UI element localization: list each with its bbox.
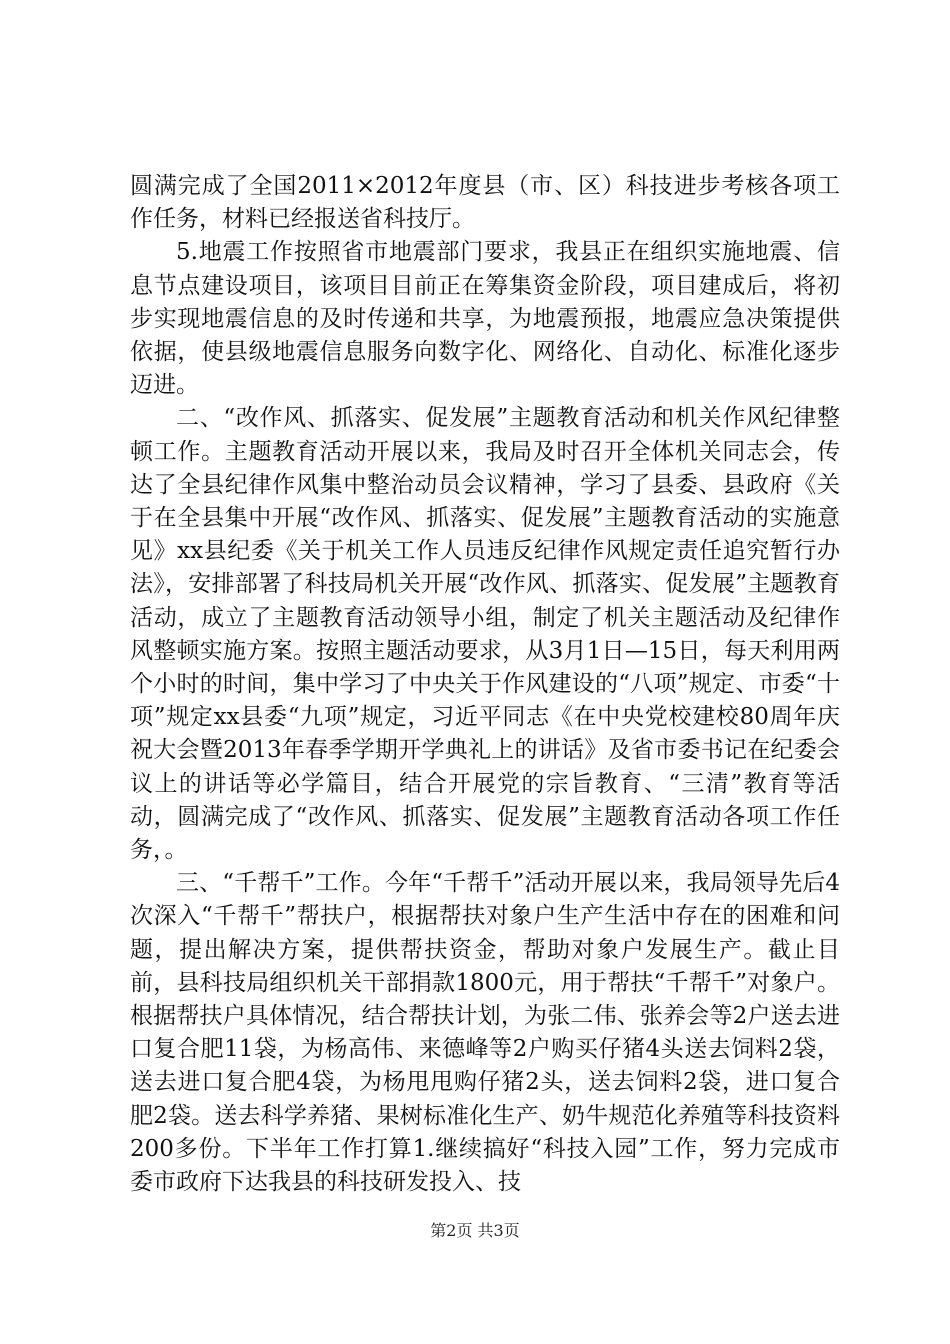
paragraph-section-two: 二、“改作风、抓落实、促发展”主题教育活动和机关作风纪律整顿工作。主题教育活动开展以来，我局及时召开全体机关同志会，传达了全县纪律作风集中整治动员会议精神，学习了县委、县政府《关于在全县集中开展“改作风、抓落实、促发展”主题教育活动的实施意见》xx县纪委《关于机关工作人员违反纪律作风规定责任追究暂行办法》，安排部署了科技局机关开展“改作风、抓落实、促发展”主题教育活动，成立了主题教育活动领导小组，制定了机关主题活动及纪律作风整顿实施方案。按照主题活动要求，从3月1日—15日，每天利用两个小时的时间，集中学习了中央关于作风建设的“八项”规定、市委“十项”规定xx县委“九项”规定，习近平同志《在中央党校建校80周年庆祝大会暨2013年春季学期开学典礼上的讲话》及省市委书记在纪委会议上的讲话等必学篇目，结合开展党的宗旨教育、“三清”教育等活动，圆满完成了“改作风、抓落实、促发展”主题教育活动各项工作任务，。 — [130, 405, 840, 864]
paragraph-continuation: 圆满完成了全国2011×2012年度县（市、区）科技进步考核各项工作任务，材料已经报送省科技厅。 — [130, 173, 840, 233]
paragraph-section-three: 三、“千帮千”工作。今年“千帮千”活动开展以来，我局领导先后4次深入“千帮千”帮扶户，根据帮扶对象户生产生活中存在的困难和问题，提出解决方案，提供帮扶资金，帮助对象户发展生产。截止目前，县科技局组织机关干部捐款1800元，用于帮扶“千帮千”对象户。根据帮扶户具体情况，结合帮扶计划，为张二伟、张养会等2户送去进口复合肥11袋，为杨高伟、来德峰等2户购买仔猪4头送去饲料2袋，送去进口复合肥4袋，为杨甩甩购仔猪2头，送去饲料2袋，进口复合肥2袋。送去科学养猪、果树标准化生产、奶牛规范化养殖等科技资料200多份。下半年工作打算1.继续搞好“科技入园”工作，努力完成市委市政府下达我县的科技研发投入、技 — [130, 870, 840, 1196]
paragraph-earthquake-work: 5.地震工作按照省市地震部门要求，我县正在组织实施地震、信息节点建设项目，该项目目前正在筹集资金阶段，项目建成后，将初步实现地震信息的及时传递和共享，为地震预报，地震应急决策提供依据，使县级地震信息服务向数字化、网络化、自动化、标准化逐步迈进。 — [130, 239, 840, 399]
document-body — [130, 170, 840, 1199]
page-number-footer: 第2页 共3页 — [430, 1221, 520, 1240]
